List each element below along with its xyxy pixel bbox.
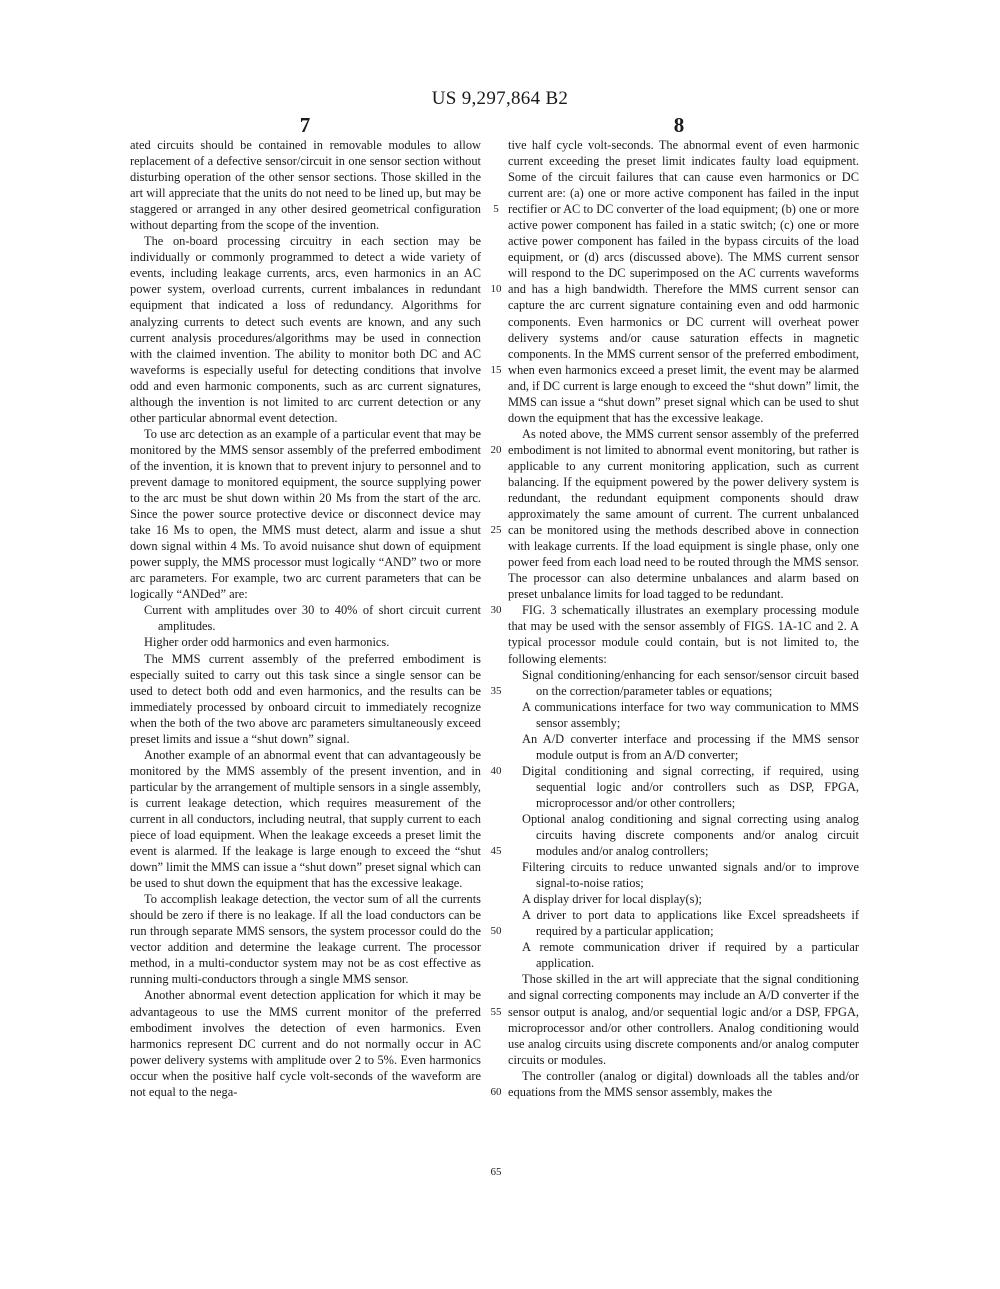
paragraph: Another example of an abnormal event that can advantageously be monitored by the MMS assembly of the present invention, and in particular by the arrangement of multiple sensors in a single assembly, is current leakage detection, which requires measurement of the current in all conductors, including neutral, that supply current to each piece of load equipment. When the leakage exceeds a preset limit the event is alarmed. If the leakage is large enough to exceed the “shut down” limit the MMS can issue a “shut down” preset signal which can be used to shut down the equipment that has the excessive leakage.	[130, 747, 481, 891]
line-number: 15	[490, 363, 502, 376]
list-item: An A/D converter interface and processing if the MMS sensor module output is from an A/D converter;	[522, 731, 859, 762]
list-item: A communications interface for two way communication to MMS sensor assembly;	[522, 699, 859, 730]
paragraph: tive half cycle volt-seconds. The abnormal event of even harmonic current exceeding the preset limit indicates faulty load equipment. Some of the circuit failures that can cause even harmonics or DC current are: (a) one or more active component has failed in the input rectifier or AC to DC converter of the load equipment; (b) one or more active power component has failed in a static switch; (c) one or more active power component has failed in the bypass circuits of the load equipment, or (d) arcs (discussed above). The MMS current sensor will respond to the DC superimposed on the AC currents waveforms and has a high bandwidth. Therefore the MMS current sensor can capture the arc current signature containing even and odd harmonic components. Even harmonics or DC current will overheat power delivery systems and/or cause saturation effects in magnetic components. In the MMS current sensor of the preferred embodiment, when even harmonics exceed a preset limit, the event may be alarmed and, if DC current is large enough to exceed the “shut down” limit, the MMS can issue a “shut down” preset signal which can be used to shut down the equipment that has the excessive leakage.	[508, 138, 859, 425]
left-column	[130, 137, 481, 1100]
line-number: 20	[490, 443, 502, 456]
list-item: Higher order odd harmonics and even harmonics.	[144, 635, 390, 650]
paragraph: The controller (analog or digital) downloads all the tables and/or equations from the MMS sensor assembly, makes the	[508, 1068, 859, 1099]
paragraph: Another abnormal event detection application for which it may be advantageous to use the MMS current monitor of the preferred embodiment involves the detection of even harmonics. Even harmonics represent DC current and do not normally occur in AC power delivery systems with amplitude over 2 to 5%. Even harmonics occur when the positive half cycle volt-seconds of the waveform are not equal to the nega-	[130, 988, 481, 1099]
line-number: 60	[490, 1085, 502, 1098]
paragraph: FIG. 3 schematically illustrates an exemplary processing module that may be used with the sensor assembly of FIGS. 1A-1C and 2. A typical processor module could contain, but is not limited to, the following elements:	[508, 603, 859, 666]
line-number: 50	[490, 925, 502, 938]
list-item: Filtering circuits to reduce unwanted signals and/or to improve signal-to-noise ratios;	[522, 860, 859, 891]
list-item: Optional analog conditioning and signal correcting using analog circuits having discrete components and/or analog circuit modules and/or analog controllers;	[522, 811, 859, 859]
patent-number: US 9,297,864 B2	[431, 88, 569, 109]
line-number: 10	[490, 283, 502, 296]
right-page-number: 8	[673, 113, 685, 137]
paragraph: ated circuits should be contained in removable modules to allow replacement of a defective sensor/circuit in one sensor section without disturbing operation of the other sensor sections. Those skilled in the art will appreciate that the units do not need to be lined up, but may be staggered or arranged in any other desired geometrical configuration without departing from the scope of the invention.	[130, 138, 481, 233]
line-number: 35	[490, 684, 502, 697]
list-item: Signal conditioning/enhancing for each sensor/sensor circuit based on the correction/parameter tables or equations;	[522, 667, 859, 698]
paragraph: As noted above, the MMS current sensor assembly of the preferred embodiment is not limited to abnormal event monitoring, but rather is applicable to any current monitoring application, such as current balancing. If the equipment powered by the power delivery system is redundant, the redundant equipment components should draw approximately the same amount of current. The current unbalanced can be monitored using the methods described above in connection with leakage currents. If the load equipment is single phase, only one power feed from each load need to be routed through the MMS sensor. The processor can also determine unbalances and alarm based on preset unbalance limits for load tagged to be redundant.	[508, 426, 859, 602]
list-item: A remote communication driver if required by a particular application.	[522, 940, 859, 971]
list-item: Current with amplitudes over 30 to 40% of short circuit current amplitudes.	[144, 603, 481, 634]
list-item: Digital conditioning and signal correcting, if required, using sequential logic and/or controllers such as DSP, FPGA, microprocessor and/or other controllers;	[522, 763, 859, 810]
line-number: 45	[490, 845, 502, 858]
paragraph: Those skilled in the art will appreciate that the signal conditioning and signal correcting components may include an A/D converter if the sensor output is analog, and/or sequential logic and/or a DSP, FPGA, microprocessor and/or other controllers. Analog conditioning would use analog circuits using discrete components and/or analog computer circuits or modules.	[508, 972, 859, 1067]
right-column	[508, 137, 859, 1100]
paragraph: To use arc detection as an example of a particular event that may be monitored by the MMS sensor assembly of the preferred embodiment of the invention, it is known that to prevent injury to personnel and to prevent damage to monitored equipment, the source supplying power to the arc must be shut down within 20 Ms from the start of the arc. Since the power source protective device or disconnect device may take 16 Ms to open, the MMS must detect, alarm and issue a shut down signal within 4 Ms. To avoid nuisance shut down of equipment power supply, the MMS processor must logically “AND” two or more arc parameters. For example, two arc current parameters that can be logically “ANDed” are:	[130, 426, 481, 602]
paragraph: To accomplish leakage detection, the vector sum of all the currents should be zero if there is no leakage. If all the load conductors can be run through separate MMS sensors, the system processor could do the vector addition and determine the leakage current. The processor method, in a multi-conductor system may not be as cost effective as running multi-conductors through a single MMS sensor.	[130, 892, 481, 987]
line-number: 5	[493, 203, 499, 216]
paragraph: The on-board processing circuitry in each section may be individually or commonly programmed to detect a wide variety of events, including leakage currents, arcs, even harmonics in an AC power system, overload currents, current imbalances in redundant equipment that indicated a loss of redundancy. Algorithms for analyzing currents to detect such events are known, and any such current analysis procedures/algorithms may be used in connection with the claimed invention. The ability to monitor both DC and AC waveforms is especially useful for detecting conditions that involve odd and even harmonic components, such as arc current signatures, although the invention is not limited to arc current detection or any other particular abnormal event detection.	[130, 234, 481, 425]
line-number: 25	[490, 524, 502, 537]
list-item: A display driver for local display(s);	[522, 892, 702, 907]
line-number: 40	[490, 764, 502, 777]
line-number: 55	[490, 1005, 502, 1018]
list-item: A driver to port data to applications like Excel spreadsheets if required by a particular application;	[522, 908, 859, 939]
left-page-number: 7	[299, 113, 311, 137]
paragraph: The MMS current assembly of the preferred embodiment is especially suited to carry out this task since a single sensor can be used to detect both odd and even harmonics, and the results can be immediately processed by onboard circuit to immediately recognize when the both of the two above arc parameters simultaneously exceed preset limits and issue a “shut down” signal.	[130, 651, 481, 746]
line-number: 30	[490, 604, 502, 617]
line-number: 65	[490, 1166, 502, 1179]
